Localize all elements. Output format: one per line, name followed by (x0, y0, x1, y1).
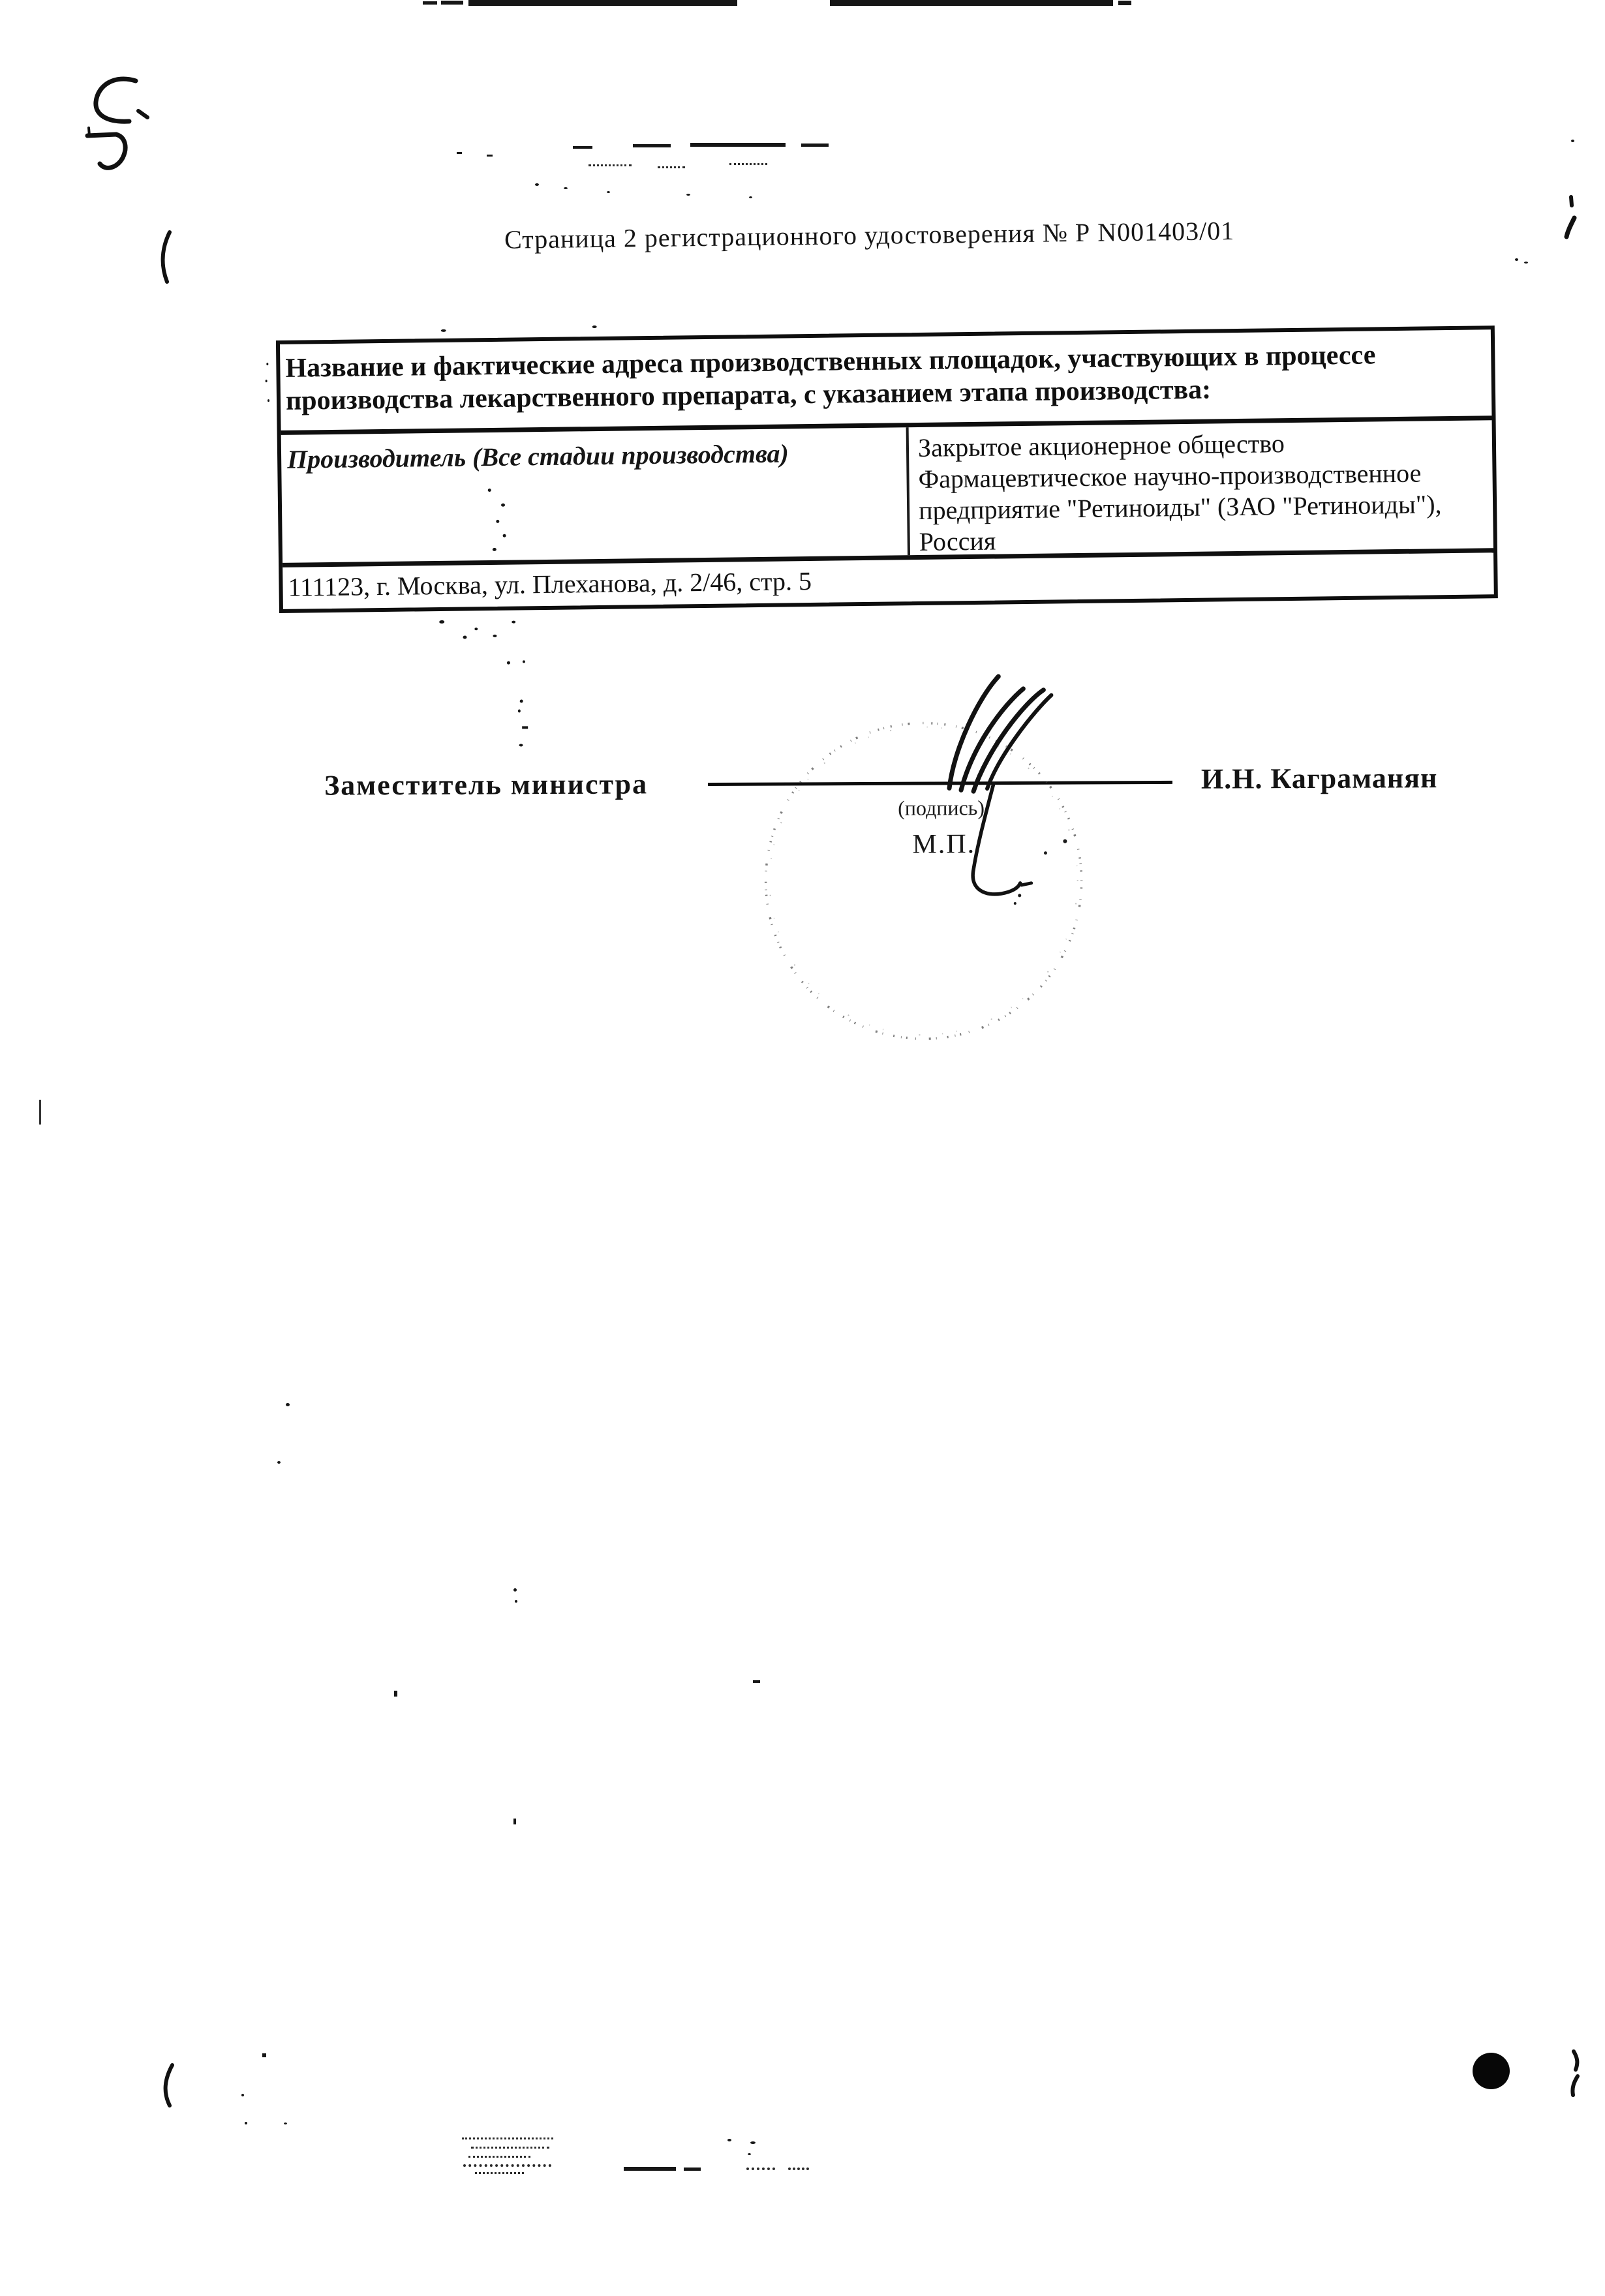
pen-mark-bottom-left (157, 2055, 183, 2113)
signature-caption: (подпись) (898, 796, 985, 820)
manufacturer-line: Россия (919, 526, 996, 556)
ink-speck (513, 1819, 516, 1824)
page-title: Страница 2 регистрационного удостоверения № Р N001403/01 (504, 216, 1235, 254)
ink-speck (727, 2139, 731, 2141)
scan-artifact (471, 2147, 549, 2149)
scan-artifact (788, 2168, 809, 2170)
scan-artifact (684, 2168, 701, 2171)
table-header-line: Название и фактические адреса производственных площадок, участвующих в процессе (285, 340, 1376, 384)
scan-artifact (463, 2164, 551, 2167)
signature-ink (913, 650, 1084, 925)
ink-speck (284, 2122, 287, 2124)
ink-speck (748, 2153, 751, 2155)
pen-mark-bottom-right (1563, 2045, 1589, 2104)
ink-speck (241, 2094, 244, 2096)
ink-speck (286, 1403, 290, 1406)
punch-hole-dot (1473, 2053, 1510, 2089)
ink-speck (513, 1588, 517, 1592)
table-header-line: производства лекарственного препарата, с указанием этапа производства: (285, 374, 1212, 416)
manufacturer-label-cell: Производитель (Все стадии производства) (281, 427, 910, 563)
signer-name: И.Н. Каграманян (1200, 762, 1438, 795)
ink-speck (39, 1100, 41, 1125)
address-row: 111123, г. Москва, ул. Плеханова, д. 2/46, стр. 5 (288, 566, 812, 602)
scan-artifact (468, 2156, 530, 2158)
ink-speck (394, 1691, 397, 1697)
manufacturer-line: Фармацевтическое научно-производственное (918, 458, 1422, 494)
ink-speck (245, 2122, 247, 2124)
ink-speck (277, 1461, 281, 1464)
ink-speck (515, 1600, 517, 1603)
ink-speck (753, 1680, 760, 1683)
ink-speck (750, 2141, 756, 2144)
signer-position: Заместитель министра (324, 768, 649, 802)
scan-artifact (746, 2168, 775, 2170)
scan-artifact (462, 2137, 553, 2139)
manufacturer-line: Закрытое акционерное общество (917, 429, 1285, 462)
seal-caption: М.П. (912, 829, 976, 860)
ink-speck (262, 2053, 266, 2057)
scan-artifact (475, 2172, 524, 2174)
scan-artifact (624, 2167, 676, 2171)
manufacturer-line: предприятие "Ретиноиды" (ЗАО "Ретиноиды"), (918, 489, 1442, 525)
